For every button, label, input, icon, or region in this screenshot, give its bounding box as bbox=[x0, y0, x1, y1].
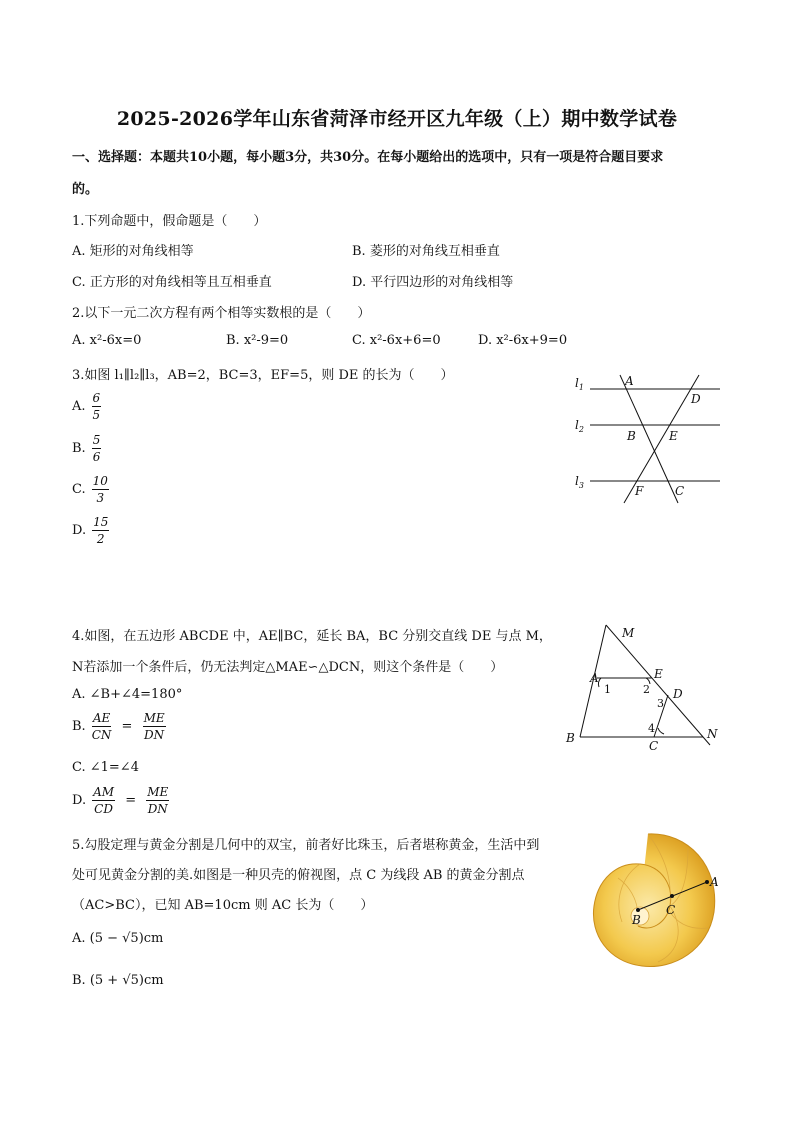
label-n: N bbox=[707, 727, 718, 741]
label-c: C bbox=[649, 739, 659, 753]
q2-option-a: A. x²-6x=0 bbox=[72, 333, 142, 348]
q3-option-c-den: 3 bbox=[96, 491, 105, 505]
q3-option-a-den: 5 bbox=[92, 408, 101, 422]
section-header-line1: 一、选择题：本题共10小题，每小题3分，共30分。在每小题给出的选项中，只有一项是符合题目要求 bbox=[72, 150, 664, 165]
q4-pentagon-figure bbox=[560, 620, 730, 755]
angle-4-arc bbox=[658, 728, 664, 734]
q2-stem: 2.以下一元二次方程有两个相等实数根的是（ ） bbox=[72, 306, 371, 321]
exam-title: 2025-2026学年山东省菏泽市经开区九年级（上）期中数学试卷 bbox=[116, 108, 678, 130]
q3-option-a-num: 6 bbox=[92, 391, 101, 405]
label-e: E bbox=[654, 667, 663, 681]
line-mn bbox=[606, 625, 710, 745]
point-c bbox=[670, 894, 674, 898]
label-m: M bbox=[622, 626, 635, 640]
label-a: A bbox=[590, 671, 599, 685]
label-b: B bbox=[632, 913, 641, 927]
q5-option-a: A. (5 − √5)cm bbox=[72, 931, 164, 946]
q3-option-c-label: C. bbox=[72, 482, 86, 497]
q4-b-den1: CN bbox=[91, 728, 112, 742]
q3-option-c-num: 10 bbox=[92, 474, 108, 488]
q5-shell-figure bbox=[588, 828, 728, 973]
label-d: D bbox=[691, 392, 701, 406]
q3-option-b bbox=[72, 434, 101, 463]
shell-body bbox=[593, 834, 714, 967]
label-a: A bbox=[710, 875, 719, 889]
label-l1: $l_1$ bbox=[575, 376, 584, 392]
q2-option-c: C. x²-6x+6=0 bbox=[352, 333, 441, 348]
q5-stem-line2: 处可见黄金分割的美.如图是一种贝壳的俯视图，点 C 为线段 AB 的黄金分割点 bbox=[72, 868, 525, 883]
q3-option-d-den: 2 bbox=[96, 532, 105, 546]
q4-d-den2: DN bbox=[147, 802, 168, 816]
q3-option-b-num: 5 bbox=[92, 433, 101, 447]
label-d: D bbox=[673, 687, 683, 701]
q4-option-d-label: D. bbox=[72, 793, 87, 808]
q3-option-a bbox=[72, 392, 101, 421]
label-f: F bbox=[635, 484, 644, 498]
section-header-line2: 的。 bbox=[72, 182, 99, 197]
q3-option-b-den: 6 bbox=[92, 450, 101, 464]
q3-option-c bbox=[72, 475, 109, 504]
point-b bbox=[636, 908, 640, 912]
angle-1-arc bbox=[598, 678, 601, 687]
label-l3: $l_3$ bbox=[575, 474, 584, 490]
q4-d-num2: ME bbox=[147, 785, 169, 799]
label-c: C bbox=[666, 903, 676, 917]
q1-option-b: B. 菱形的对角线互相垂直 bbox=[352, 244, 500, 259]
q4-option-b-label: B. bbox=[72, 719, 86, 734]
q5-stem-line3: （AC>BC），已知 AB=10cm 则 AC 长为（ ） bbox=[72, 898, 374, 913]
q3-option-b-label: B. bbox=[72, 441, 86, 456]
q4-option-d bbox=[72, 786, 169, 815]
q4-stem-line1: 4.如图，在五边形 ABCDE 中，AE∥BC，延长 BA，BC 分别交直线 DE 与点 M， bbox=[72, 629, 552, 644]
q4-option-b bbox=[72, 712, 166, 741]
q4-b-equals: = bbox=[121, 719, 133, 734]
q1-stem: 1.下列命题中，假命题是（ ） bbox=[72, 214, 267, 229]
q3-stem: 3.如图 l₁∥l₂∥l₃，AB=2，BC=3，EF=5，则 DE 的长为（ ） bbox=[72, 368, 454, 383]
q2-option-b: B. x²-9=0 bbox=[226, 333, 289, 348]
q3-option-d bbox=[72, 516, 109, 545]
q5-stem-line1: 5.勾股定理与黄金分割是几何中的双宝，前者好比珠玉，后者堪称黄金，生活中到 bbox=[72, 838, 540, 853]
q4-option-c: C. ∠1=∠4 bbox=[72, 760, 139, 775]
point-a bbox=[705, 880, 709, 884]
q4-b-num2: ME bbox=[143, 711, 165, 725]
label-l2: $l_2$ bbox=[575, 418, 584, 434]
q2-option-d: D. x²-6x+9=0 bbox=[478, 333, 568, 348]
label-a: A bbox=[625, 374, 634, 388]
q3-parallel-lines-figure bbox=[565, 365, 730, 510]
q5-option-b: B. (5 + √5)cm bbox=[72, 973, 164, 988]
label-b: B bbox=[627, 429, 636, 443]
label-c: C bbox=[675, 484, 685, 498]
label-angle-1: 1 bbox=[604, 683, 611, 696]
q4-b-den2: DN bbox=[144, 728, 165, 742]
q3-option-a-label: A. bbox=[72, 399, 86, 414]
q4-b-num1: AE bbox=[92, 711, 111, 725]
q3-option-d-label: D. bbox=[72, 523, 87, 538]
label-angle-4: 4 bbox=[648, 722, 655, 735]
q4-d-equals: = bbox=[125, 793, 137, 808]
q4-stem-line2: N若添加一个条件后，仍无法判定△MAE∽△DCN，则这个条件是（ ） bbox=[72, 660, 504, 675]
q3-option-d-num: 15 bbox=[93, 515, 109, 529]
q4-d-den1: CD bbox=[94, 802, 113, 816]
q1-option-a: A. 矩形的对角线相等 bbox=[72, 244, 194, 259]
q4-d-num1: AM bbox=[93, 785, 115, 799]
label-angle-2: 2 bbox=[643, 683, 650, 696]
q4-option-a: A. ∠B+∠4=180° bbox=[72, 687, 183, 702]
label-e: E bbox=[669, 429, 678, 443]
label-b: B bbox=[566, 731, 575, 745]
label-angle-3: 3 bbox=[657, 697, 664, 710]
q1-option-d: D. 平行四边形的对角线相等 bbox=[352, 275, 514, 290]
q1-option-c: C. 正方形的对角线相等且互相垂直 bbox=[72, 275, 272, 290]
